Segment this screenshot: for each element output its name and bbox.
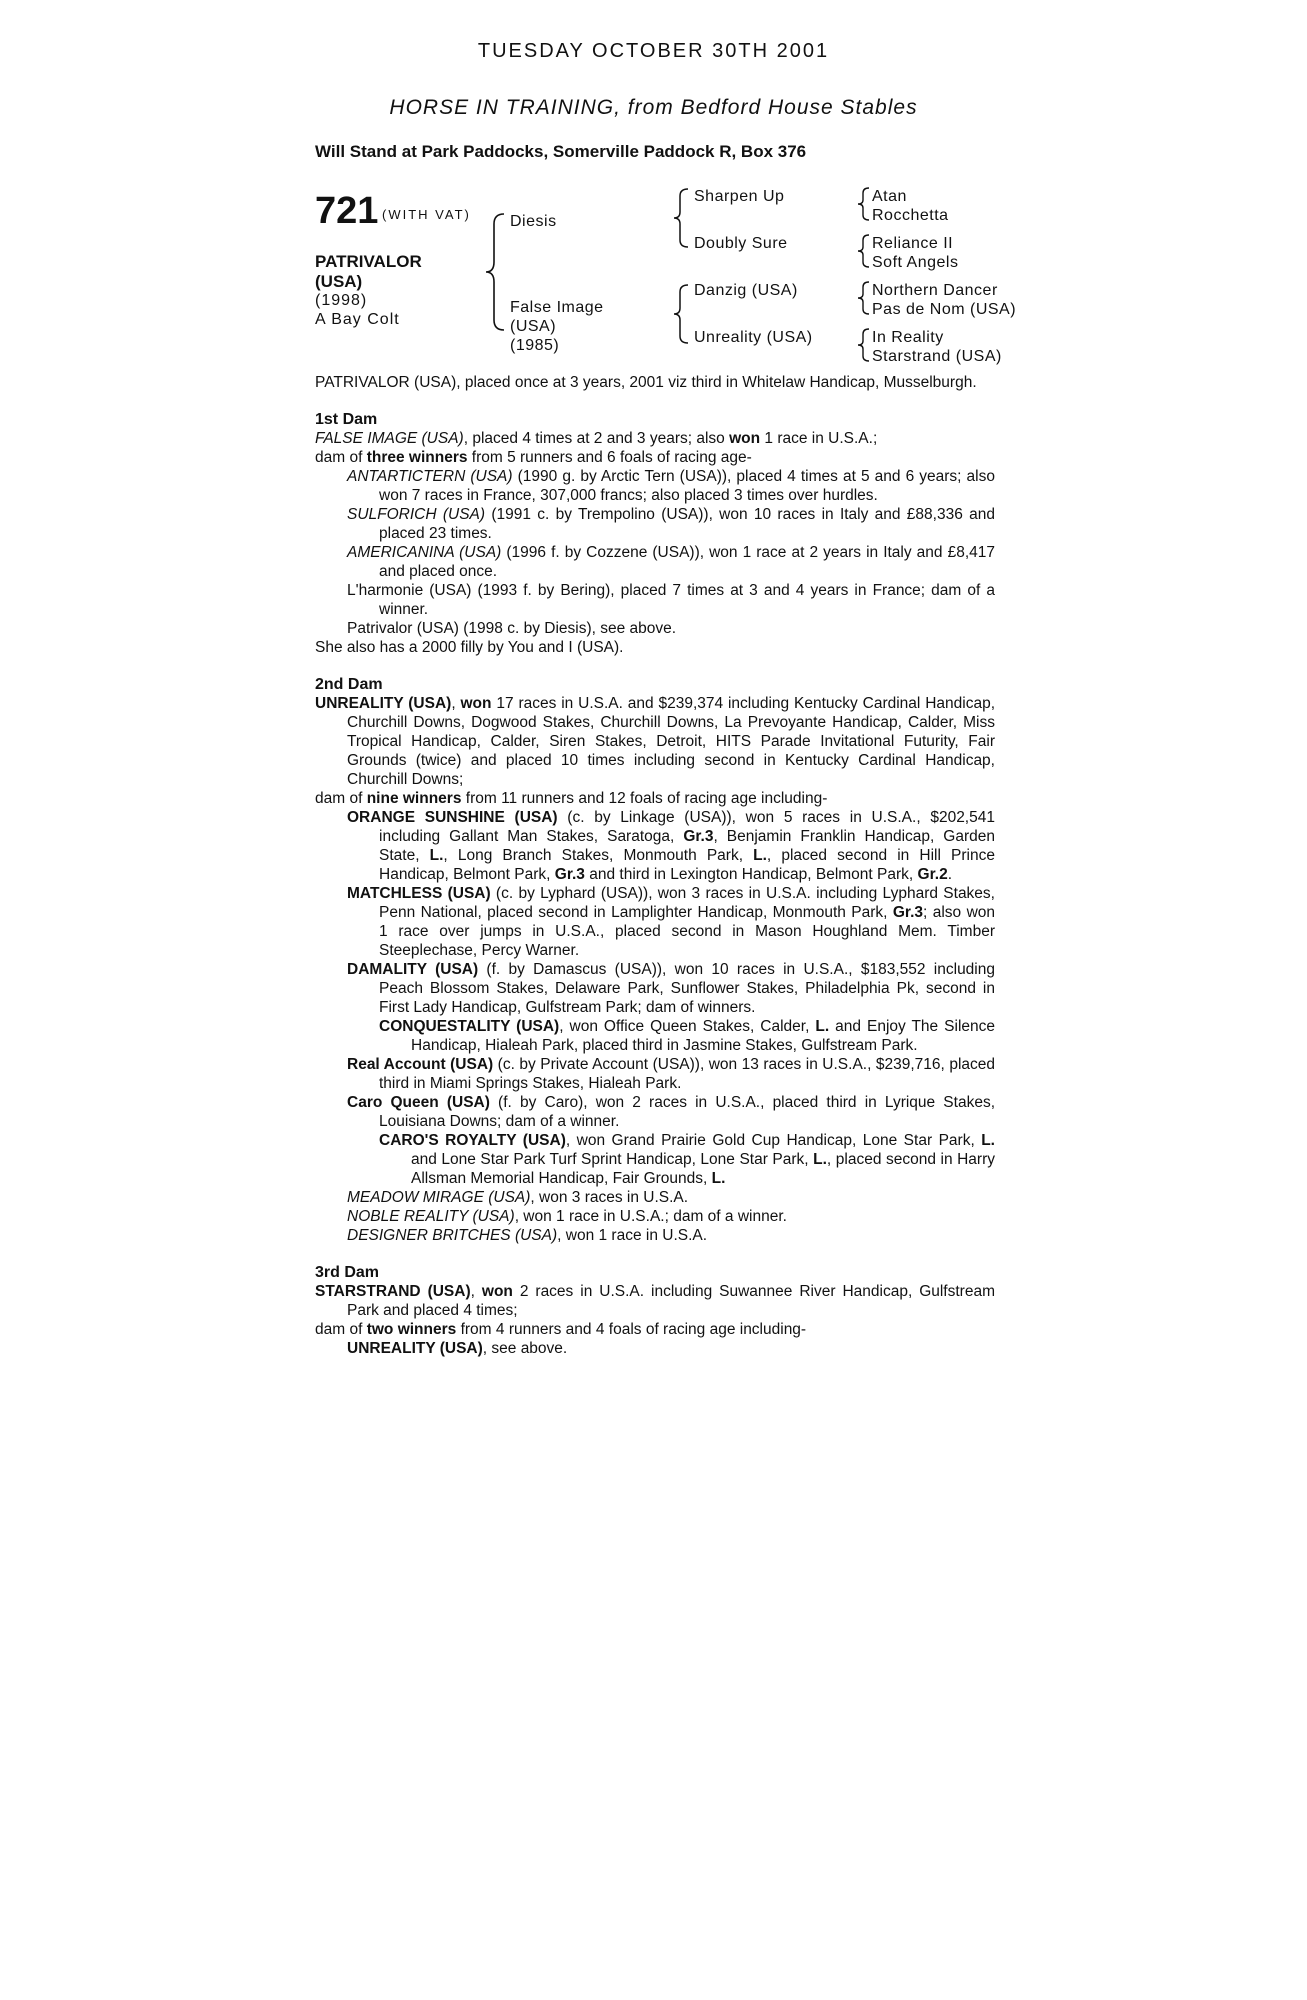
offspring-entry: L'harmonie (USA) (1993 f. by Bering), placed 7 times at 3 and 4 years in France; dam of a winner. bbox=[347, 582, 995, 618]
pedigree-brace-g12 bbox=[855, 186, 873, 222]
offspring-entry: AMERICANINA (USA) (1996 f. by Cozzene (USA)), won 1 race at 2 years in Italy and £8,417 and placed once. bbox=[347, 544, 995, 580]
vat-label: (WITH VAT) bbox=[382, 207, 471, 222]
offspring-entry: Patrivalor (USA) (1998 c. by Diesis), see above. bbox=[347, 620, 677, 637]
pedigree-dam-country: (USA) bbox=[510, 318, 557, 335]
pedigree-g4: Soft Angels bbox=[872, 254, 959, 271]
second-dam-name: UNREALITY (USA) bbox=[315, 695, 452, 712]
pedigree-brace-sire bbox=[670, 186, 692, 250]
pedigree-g6: Pas de Nom (USA) bbox=[872, 301, 1017, 318]
offspring-entry: ORANGE SUNSHINE (USA) (c. by Linkage (USA)), won 5 races in U.S.A., $202,541 including Gallant Man Stakes, Saratoga, Gr.3, Benjamin Franklin Handicap, Garden State, L., Long Branch Stakes, Monmouth Park, L., placed second in Hill Prince Handicap, Belmont Park, Gr.3 and third in Lexington Handicap, Belmont Park, Gr.2. bbox=[347, 809, 995, 883]
offspring-entry: DESIGNER BRITCHES (USA), won 1 race in U.S.A. bbox=[347, 1227, 708, 1244]
offspring-entry: MEADOW MIRAGE (USA), won 3 races in U.S.A. bbox=[347, 1189, 689, 1206]
horse-description: A Bay Colt bbox=[315, 311, 400, 328]
pedigree-dam-sire: Danzig (USA) bbox=[694, 282, 798, 299]
grand-offspring-entry: CONQUESTALITY (USA), won Office Queen Stakes, Calder, L. and Enjoy The Silence Handicap, Hialeah Park, placed third in Jasmine Stakes, Gulfstream Park. bbox=[379, 1018, 995, 1054]
pedigree-brace-g56 bbox=[855, 280, 873, 316]
second-dam-produce: dam of nine winners from 11 runners and 12 foals of racing age including- bbox=[315, 790, 828, 807]
pedigree-brace-dam bbox=[670, 282, 692, 346]
third-dam-heading: 3rd Dam bbox=[315, 1264, 380, 1281]
lot-number: 721 bbox=[315, 190, 379, 232]
offspring-entry: Real Account (USA) (c. by Private Account (USA)), won 13 races in U.S.A., $239,716, placed third in Miami Springs Stakes, Hialeah Park. bbox=[347, 1056, 996, 1092]
page-subtitle: HORSE IN TRAINING, from Bedford House Stables bbox=[389, 96, 918, 119]
pedigree-g2: Rocchetta bbox=[872, 207, 949, 224]
offspring-entry: Caro Queen (USA) (f. by Caro), won 2 races in U.S.A., placed third in Lyrique Stakes, Louisiana Downs; dam of a winner. bbox=[347, 1094, 996, 1130]
first-dam-produce: dam of three winners from 5 runners and 6 foals of racing age- bbox=[315, 449, 752, 466]
pedigree-g5: Northern Dancer bbox=[872, 282, 998, 299]
pedigree-brace-g78 bbox=[855, 327, 873, 363]
pedigree-dam-name: False Image bbox=[510, 299, 604, 316]
horse-year: (1998) bbox=[315, 292, 368, 309]
pedigree-dam-year: (1985) bbox=[510, 337, 560, 354]
offspring-entry: ANTARTICTERN (USA) (1990 g. by Arctic Tern (USA)), placed 4 times at 5 and 6 years; also won 7 races in France, 307,000 francs; also placed 3 times over hurdles. bbox=[347, 468, 995, 504]
first-dam-note: She also has a 2000 filly by You and I (USA). bbox=[315, 639, 624, 656]
pedigree-g7: In Reality bbox=[872, 329, 944, 346]
race-summary: PATRIVALOR (USA), placed once at 3 years, 2001 viz third in Whitelaw Handicap, Musselburgh. bbox=[315, 374, 977, 391]
pedigree-g8: Starstrand (USA) bbox=[872, 348, 1002, 365]
stand-location: Will Stand at Park Paddocks, Somerville Paddock R, Box 376 bbox=[315, 142, 807, 161]
second-dam-record: UNREALITY (USA), won 17 races in U.S.A. and $239,374 including Kentucky Cardinal Handicap, Churchill Downs, Dogwood Stakes, Churchill Downs, La Prevoyante Handicap, Calder, Miss Tropical Handicap, Calder, Siren Stakes, Detroit, HITS Parade Invitational Futurity, Fair Grounds (twice) and placed 10 times including second in Kentucky Cardinal Handicap, Churchill Downs; bbox=[315, 695, 995, 788]
grand-offspring-entry: CARO'S ROYALTY (USA), won Grand Prairie Gold Cup Handicap, Lone Star Park, L. and Lone Star Park Turf Sprint Handicap, Lone Star Park, L., placed second in Harry Allsman Memorial Handicap, Fair Grounds, L. bbox=[379, 1132, 996, 1187]
offspring-entry: SULFORICH (USA) (1991 c. by Trempolino (USA)), won 10 races in Italy and £88,336 and placed 23 times. bbox=[347, 506, 995, 542]
pedigree-dam-dam: Unreality (USA) bbox=[694, 329, 813, 346]
pedigree-brace-main bbox=[480, 210, 510, 335]
horse-name: PATRIVALOR (USA) bbox=[315, 252, 422, 291]
sale-date: TUESDAY OCTOBER 30TH 2001 bbox=[477, 40, 830, 62]
pedigree-dam bbox=[510, 298, 604, 355]
catalogue-body bbox=[315, 373, 995, 1358]
pedigree-sire-sire: Sharpen Up bbox=[694, 188, 785, 205]
offspring-entry: NOBLE REALITY (USA), won 1 race in U.S.A.; dam of a winner. bbox=[347, 1208, 787, 1225]
first-dam-heading: 1st Dam bbox=[315, 411, 378, 428]
offspring-entry: UNREALITY (USA), see above. bbox=[347, 1340, 568, 1357]
second-dam-heading: 2nd Dam bbox=[315, 676, 383, 693]
third-dam-name: STARSTRAND (USA) bbox=[315, 1283, 471, 1300]
third-dam-produce: dam of two winners from 4 runners and 4 foals of racing age including- bbox=[315, 1321, 807, 1338]
first-dam-record: FALSE IMAGE (USA), placed 4 times at 2 and 3 years; also won 1 race in U.S.A.; bbox=[315, 430, 878, 447]
offspring-entry: DAMALITY (USA) (f. by Damascus (USA)), won 10 races in U.S.A., $183,552 including Peach Blossom Stakes, Delaware Park, Sunflower Stakes, Philadelphia Pk, second in First Lady Handicap, Gulfstream Park; dam of winners. bbox=[347, 961, 995, 1016]
pedigree-sire: Diesis bbox=[510, 213, 557, 230]
pedigree-brace-g34 bbox=[855, 233, 873, 269]
third-dam-record: STARSTRAND (USA), won 2 races in U.S.A. including Suwannee River Handicap, Gulfstream Park and placed 4 times; bbox=[315, 1283, 995, 1319]
pedigree-g1: Atan bbox=[872, 188, 907, 205]
offspring-entry: MATCHLESS (USA) (c. by Lyphard (USA)), won 3 races in U.S.A. including Lyphard Stakes, Penn National, placed second in Lamplighter Handicap, Monmouth Park, Gr.3; also won 1 race over jumps in U.S.A., placed second in Mason Houghland Mem. Timber Steeplechase, Percy Warner. bbox=[347, 885, 995, 959]
pedigree-g3: Reliance II bbox=[872, 235, 954, 252]
first-dam-name: FALSE IMAGE (USA) bbox=[315, 430, 464, 447]
pedigree-sire-dam: Doubly Sure bbox=[694, 235, 788, 252]
